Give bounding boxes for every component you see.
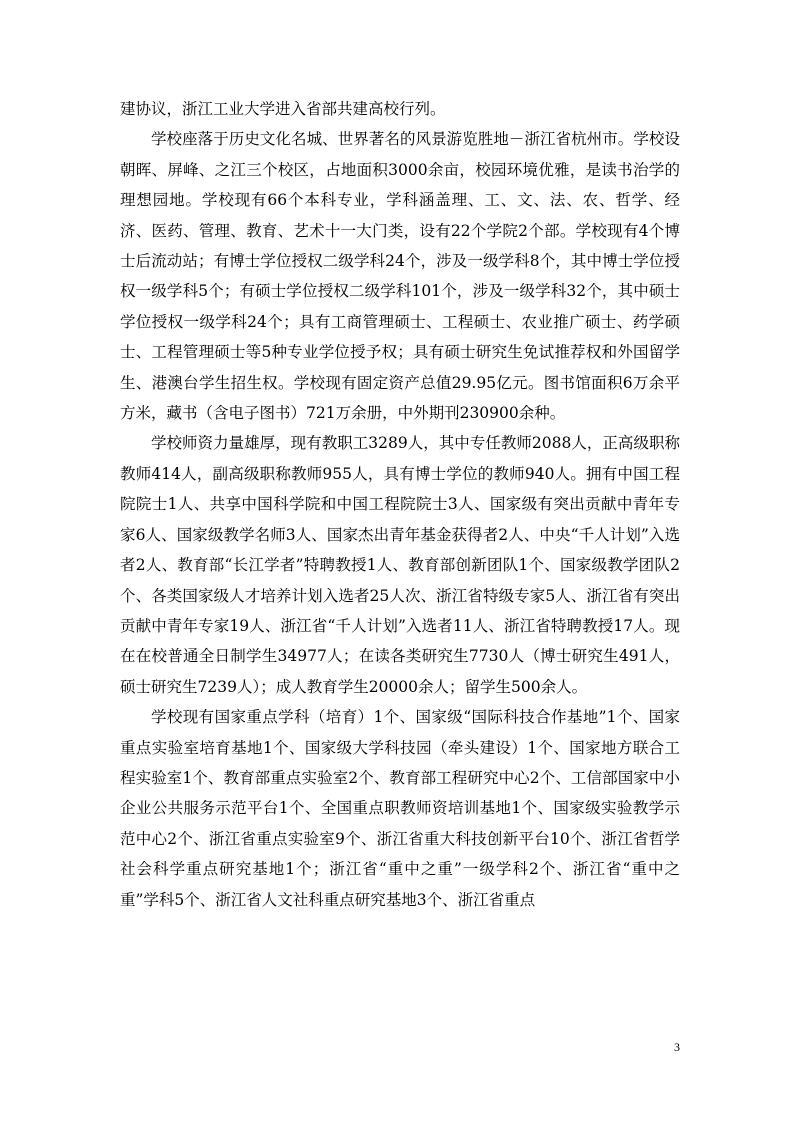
paragraph-research-platforms: 学校现有国家重点学科（培育）1个、国家级“国际科技合作基地”1个、国家重点实验室培育基地1个、国家级大学科技园（牵头建设）1个、国家地方联合工程实验室1个、教育部重点实验室2个、教育部工程研究中心2个、工信部国家中小企业公共服务示范平台1个、全国重点职教师资培训基地1个、国家级实验教学示范中心2个、浙江省重点实验室9个、浙江省重大科技创新平台10个、浙江省哲学社会科学重点研究基地1个；浙江省“重中之重”一级学科2个、浙江省“重中之重”学科5个、浙江省人文社科重点研究基地3个、浙江省重点 (120, 708, 680, 909)
paragraph-faculty-students: 学校师资力量雄厚，现有教职工3289人，其中专任教师2088人，正高级职称教师414人，副高级职称教师955人，具有博士学位的教师940人。拥有中国工程院院士1人、共享中国科学院和中国工程院院士3人、国家级有突出贡献中青年专家6人、国家级教学名师3人、国家杰出青年基金获得者2人、中央“千人计划”入选者2人、教育部“长江学者”特聘教授1人、教育部创新团队1个、国家级教学团队2个、各类国家级人才培养计划入选者25人次、浙江省特级专家5人、浙江省有突出贡献中青年专家19人、浙江省“千人计划”入选者11人、浙江省特聘教授17人。现在在校普通全日制学生34977人；在读各类研究生7730人（博士研究生491人，硕士研究生7239人）；成人教育学生20000余人；留学生500余人。 (120, 434, 680, 696)
page-number: 3 (674, 1040, 680, 1054)
paragraph-campus-overview: 学校座落于历史文化名城、世界著名的风景游览胜地－浙江省杭州市。学校设朝晖、屏峰、之江三个校区，占地面积3000余亩，校园环境优雅，是读书治学的理想园地。学校现有66个本科专业，学科涵盖理、工、文、法、农、哲学、经济、医药、管理、教育、艺术十一大门类，设有22个学院2个部。学校现有4个博士后流动站；有博士学位授权二级学科24个，涉及一级学科8个，其中博士学位授权一级学科5个；有硕士学位授权二级学科101个，涉及一级学科32个，其中硕士学位授权一级学科24个；具有工商管理硕士、工程硕士、农业推广硕士、药学硕士、工程管理硕士等5种专业学位授予权；具有硕士研究生免试推荐权和外国留学生、港澳台学生招生权。学校现有固定资产总值29.95亿元。图书馆面积6万余平方米，藏书（含电子图书）721万余册，中外期刊230900余种。 (120, 130, 680, 423)
paragraph-continuation: 建协议，浙江工业大学进入省部共建高校行列。 (120, 100, 446, 118)
document-body (120, 94, 680, 915)
